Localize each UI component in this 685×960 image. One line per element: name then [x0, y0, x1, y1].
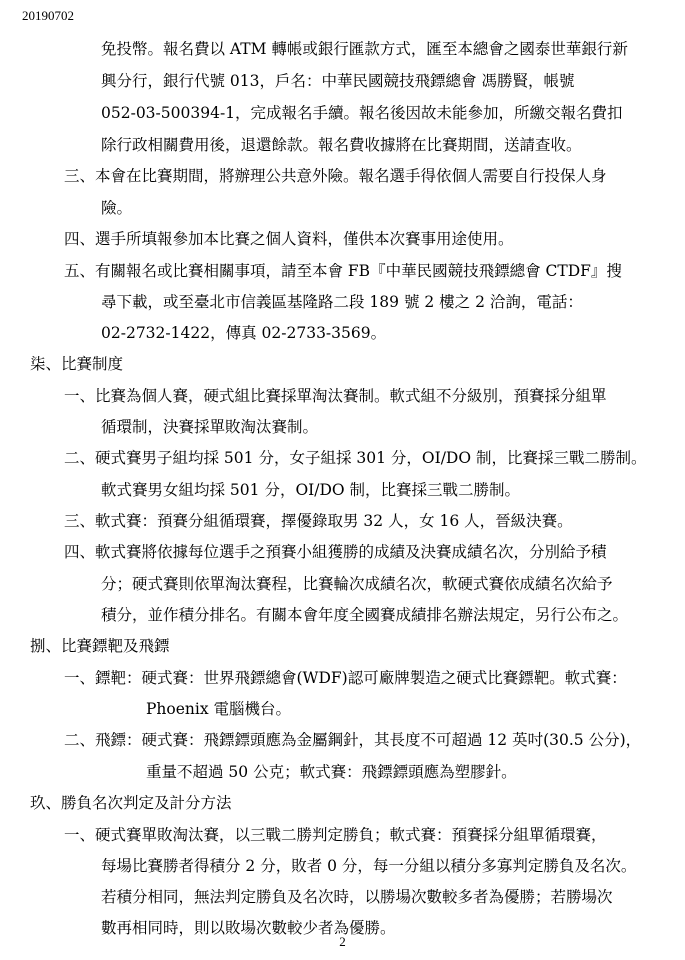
text-line: 險。	[101, 199, 133, 217]
text-line: 積分，並作積分排名。有關本會年度全國賽成績排名辦法規定，另行公布之。	[101, 606, 629, 624]
text-line: 尋下載，或至臺北市信義區基隆路二段 189 號 2 樓之 2 洽詢，電話：	[101, 293, 583, 311]
text-line: 每場比賽勝者得積分 2 分，敗者 0 分，每一分組以積分多寡判定勝負及名次。	[101, 857, 637, 875]
text-line: 五、有關報名或比賽相關事項，請至本會 FB『中華民國競技飛鏢總會 CTDF』搜	[64, 262, 622, 280]
section-heading: 柒、比賽制度	[30, 355, 124, 373]
text-line: 二、硬式賽男子組均採 501 分，女子組採 301 分，OI/DO 制，比賽採三戰二勝制。	[64, 449, 647, 467]
text-line: 02-2732-1422，傳真 02-2733-3569。	[101, 324, 387, 342]
text-line: 免投幣。報名費以 ATM 轉帳或銀行匯款方式，匯至本總會之國泰世華銀行新	[101, 40, 628, 58]
text-line: 循環制，決賽採單敗淘汰賽制。	[101, 418, 319, 436]
text-line: 若積分相同，無法判定勝負及名次時，以勝場次數較多者為優勝；若勝場次	[101, 888, 613, 906]
document-date: 20190702	[22, 8, 74, 23]
text-line: 一、硬式賽單敗淘汰賽，以三戰二勝判定勝負；軟式賽：預賽採分組單循環賽，	[64, 826, 607, 844]
text-line: 重量不超過 50 公克；軟式賽：飛鏢鏢頭應為塑膠針。	[146, 763, 517, 781]
text-line: 一、鏢靶：硬式賽：世界飛鏢總會(WDF)認可廠牌製造之硬式比賽鏢靶。軟式賽：	[64, 669, 627, 687]
text-line: 除行政相關費用後，退還餘款。報名費收據將在比賽期間，送請查收。	[101, 136, 582, 154]
text-line: 興分行，銀行代號 013，戶名：中華民國競技飛鏢總會 馮勝賢，帳號	[101, 72, 575, 90]
text-line: 軟式賽男女組均採 501 分，OI/DO 制，比賽採三戰二勝制。	[101, 481, 521, 499]
text-line: 052-03-500394-1，完成報名手續。報名後因故未能參加，所繳交報名費扣	[101, 104, 623, 122]
text-line: 二、飛鏢：硬式賽：飛鏢鏢頭應為金屬鋼針，其長度不可超過 12 英吋(30.5 公分)，	[64, 731, 642, 749]
section-heading: 玖、勝負名次判定及計分方法	[30, 794, 232, 812]
section-heading: 捌、比賽鏢靶及飛鏢	[30, 637, 170, 655]
text-line: 三、本會在比賽期間，將辦理公共意外險。報名選手得依個人需要自行投保人身	[64, 167, 607, 185]
text-line: 三、軟式賽：預賽分組循環賽，擇優錄取男 32 人，女 16 人，晉級決賽。	[64, 512, 573, 530]
text-line: 一、比賽為個人賽，硬式組比賽採單淘汰賽制。軟式組不分級別，預賽採分組單	[64, 387, 607, 405]
text-line: 四、軟式賽將依據每位選手之預賽小組獲勝的成績及決賽成績名次，分別給予積	[64, 543, 607, 561]
text-line: 數再相同時，則以敗場次數較少者為優勝。	[101, 919, 396, 937]
text-line: Phoenix 電腦機台。	[146, 700, 292, 718]
text-line: 分；硬式賽則依單淘汰賽程，比賽輪次成績名次，軟硬式賽依成績名次給予	[101, 575, 613, 593]
text-line: 四、選手所填報參加本比賽之個人資料，僅供本次賽事用途使用。	[64, 230, 514, 248]
page-number: 2	[339, 934, 346, 949]
